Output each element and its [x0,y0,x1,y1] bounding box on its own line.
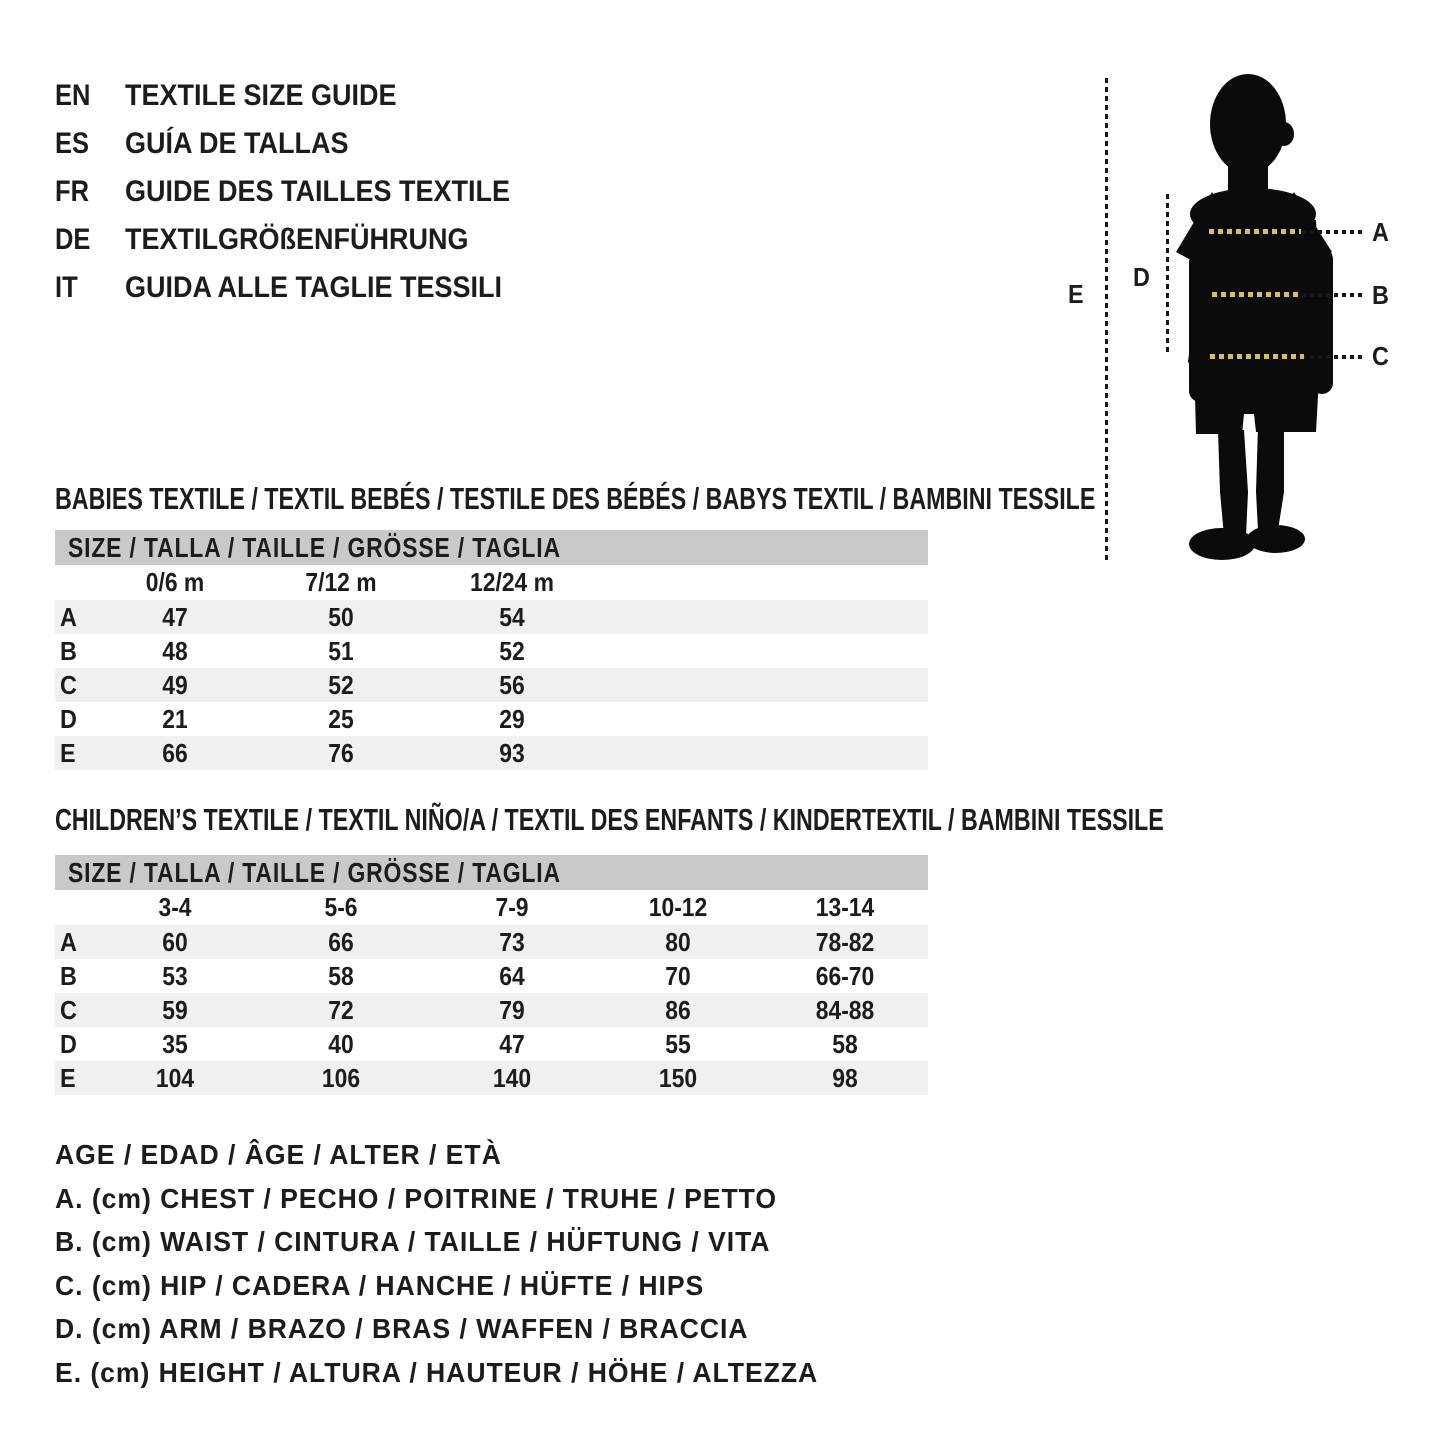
marker-e-label: E [1068,279,1084,309]
cell: 51 [328,636,354,666]
cell: 73 [499,927,525,957]
table-row [55,1027,928,1061]
hip-leader-dots [1302,355,1362,359]
row-label: A [60,602,77,632]
child-silhouette [1172,72,1340,567]
cell: 64 [499,961,525,991]
legend-line-arm: D. (cm) ARM / BRAZO / BRAS / WAFFEN / BRACCIA [55,1313,749,1344]
column-header: 5-6 [324,892,358,922]
cell: 93 [499,738,525,768]
table-row [55,1061,928,1095]
cell: 54 [499,602,525,632]
language-row [55,268,544,308]
row-label: D [60,1029,77,1059]
silhouette-right-shoe [1247,525,1305,553]
cell: 140 [492,1063,532,1093]
table-row [55,736,928,770]
cell: 53 [162,961,188,991]
column-header: 10-12 [648,892,708,922]
size-header-bar: SIZE / TALLA / TAILLE / GRÖSSE / TAGLIA [55,530,928,565]
language-code: IT [55,271,78,304]
silhouette-left-leg [1218,430,1248,536]
table-row [55,668,928,702]
column-header: 0/6 m [145,567,205,597]
chest-leader-dots [1302,230,1362,234]
size-header-bar: SIZE / TALLA / TAILLE / GRÖSSE / TAGLIA [55,855,928,890]
column-header: 3-4 [158,892,192,922]
cell: 55 [665,1029,691,1059]
table-row [55,925,928,959]
row-label: E [60,738,76,768]
cell: 40 [328,1029,354,1059]
table-row [55,634,928,668]
cell: 21 [162,704,188,734]
cell: 29 [499,704,525,734]
cell: 60 [162,927,188,957]
row-label: C [60,670,77,700]
children-size-table [55,855,928,1095]
waist-dash-line-b [1212,292,1298,297]
waist-leader-dots [1302,293,1362,297]
cell: 47 [162,602,188,632]
hip-dash-line-c [1210,354,1304,359]
cell: 52 [328,670,354,700]
table-row [55,959,928,993]
cell: 72 [328,995,354,1025]
cell: 49 [162,670,188,700]
cell: 150 [658,1063,698,1093]
language-title: GUIDA ALLE TAGLIE TESSILI [125,271,503,304]
babies-column-header-row [55,565,928,600]
cell: 76 [328,738,354,768]
cell: 52 [499,636,525,666]
cell: 106 [321,1063,361,1093]
table-row [55,600,928,634]
legend-line-waist: B. (cm) WAIST / CINTURA / TAILLE / HÜFTUNG / VITA [55,1226,771,1257]
language-title: TEXTILE SIZE GUIDE [125,79,397,112]
silhouette-nose [1274,122,1294,146]
cell: 25 [328,704,354,734]
row-label: E [60,1063,76,1093]
language-title: GUÍA DE TALLAS [125,127,349,160]
legend-line-chest: A. (cm) CHEST / PECHO / POITRINE / TRUHE / PETTO [55,1183,778,1214]
cell: 47 [499,1029,525,1059]
cell: 78-82 [815,927,875,957]
column-header: 7-9 [495,892,529,922]
cell: 86 [665,995,691,1025]
silhouette-shorts [1194,360,1320,434]
cell: 58 [832,1029,858,1059]
column-header: 7/12 m [305,567,377,597]
table-row [55,993,928,1027]
silhouette-right-leg [1256,426,1284,530]
language-code: FR [55,175,89,208]
language-row [55,172,553,212]
column-header: 12/24 m [470,567,554,597]
legend-line-height: E. (cm) HEIGHT / ALTURA / HAUTEUR / HÖHE / ALTEZZA [55,1357,819,1388]
babies-section-title: BABIES TEXTILE / TEXTIL BEBÉS / TESTILE DES BÉBÉS / BABYS TEXTIL / BAMBINI TESSILE [55,481,1096,516]
cell: 79 [499,995,525,1025]
language-code: EN [55,79,91,112]
language-title: TEXTILGRÖßENFÜHRUNG [125,223,469,256]
chest-dash-line-a [1209,229,1301,234]
children-section-title: CHILDREN’S TEXTILE / TEXTIL NIÑO/A / TEXTIL DES ENFANTS / KINDERTEXTIL / BAMBINI TESSILE [55,802,1164,837]
cell: 56 [499,670,525,700]
language-code: DE [55,223,91,256]
cell: 104 [155,1063,195,1093]
cell: 66 [162,738,188,768]
marker-a-label: A [1372,217,1389,247]
language-row [55,124,373,164]
cell: 66 [328,927,354,957]
table-row [55,702,928,736]
cell: 70 [665,961,691,991]
cell: 80 [665,927,691,957]
cell: 59 [162,995,188,1025]
language-row [55,220,507,260]
legend-line-hip: C. (cm) HIP / CADERA / HANCHE / HÜFTE / HIPS [55,1270,705,1301]
row-label: B [60,636,77,666]
arm-measure-line-d [1166,194,1169,352]
legend-line-age: AGE / EDAD / ÂGE / ALTER / ETÀ [55,1139,502,1170]
language-row [55,76,427,116]
language-title: GUIDE DES TAILLES TEXTILE [125,175,511,208]
cell: 84-88 [815,995,875,1025]
cell: 48 [162,636,188,666]
row-label: A [60,927,77,957]
row-label: B [60,961,77,991]
children-column-header-row [55,890,928,925]
row-label: C [60,995,77,1025]
marker-c-label: C [1372,341,1389,371]
language-code: ES [55,127,90,160]
column-header: 13-14 [815,892,875,922]
cell: 50 [328,602,354,632]
babies-size-table [55,530,928,770]
marker-d-label: D [1133,262,1150,292]
cell: 66-70 [815,961,875,991]
marker-b-label: B [1372,280,1389,310]
silhouette-left-shoe [1189,528,1255,560]
cell: 58 [328,961,354,991]
row-label: D [60,704,77,734]
cell: 35 [162,1029,188,1059]
cell: 98 [832,1063,858,1093]
